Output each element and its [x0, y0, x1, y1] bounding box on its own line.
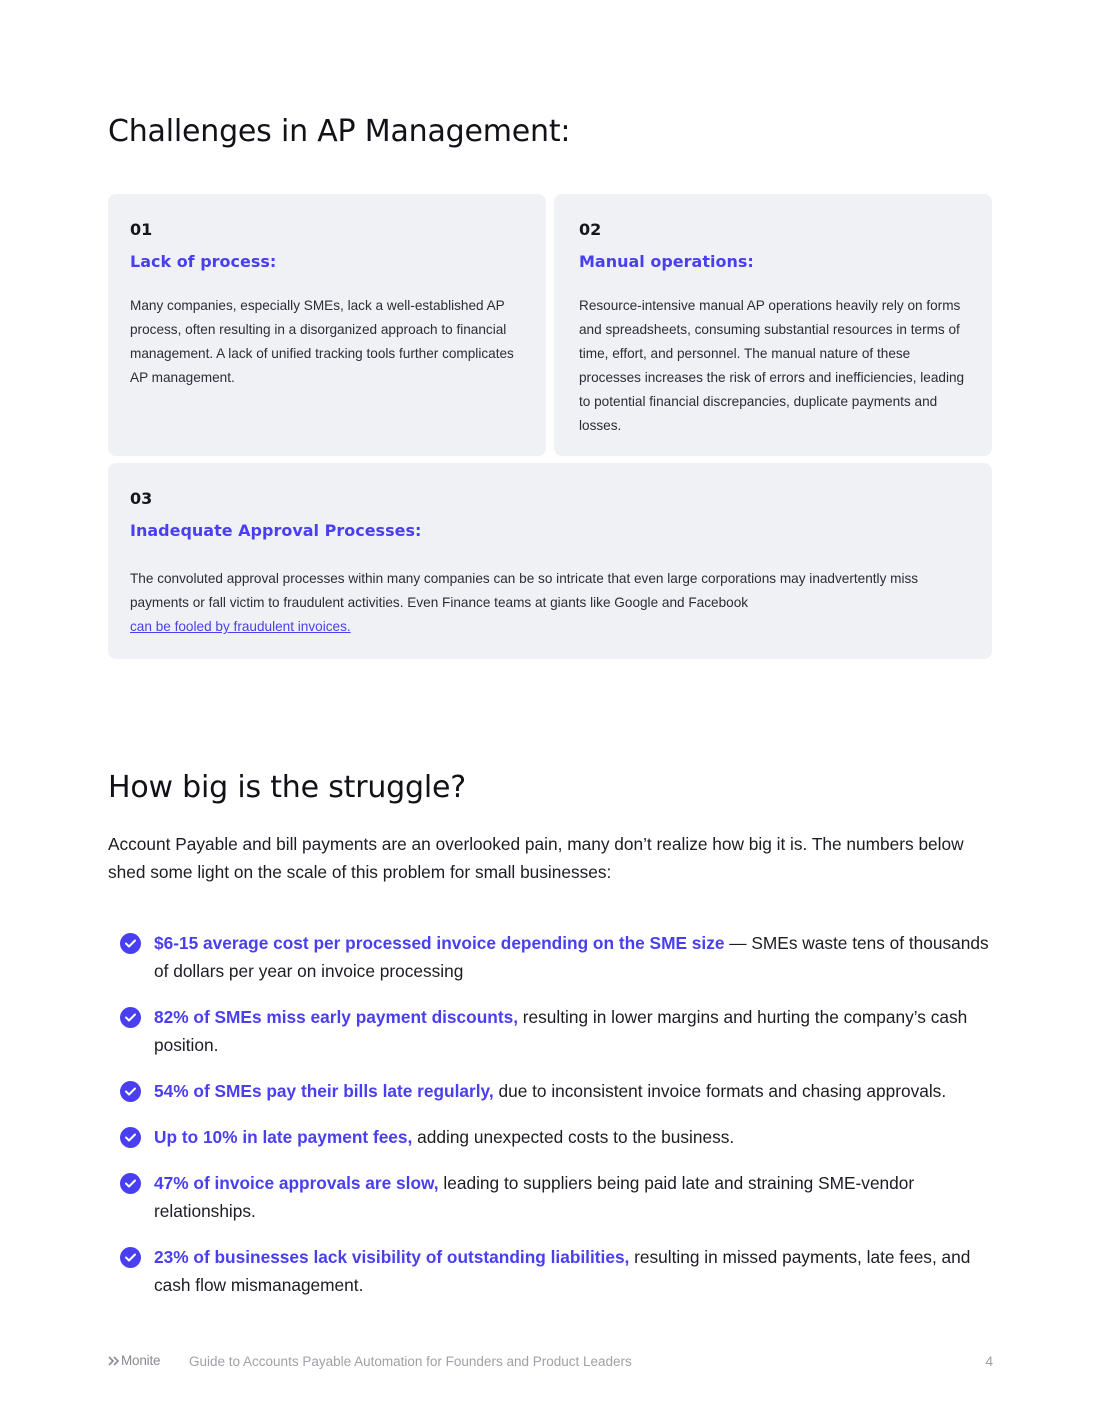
check-circle-icon [120, 1173, 141, 1194]
stat-text: resulting in missed payments, late fees, and cash flow mismanagement. [154, 1247, 971, 1295]
stat-item [120, 1123, 1000, 1151]
stat-highlight: 47% of invoice approvals are slow, [154, 1173, 439, 1193]
stat-text: leading to suppliers being paid late and straining SME-vendor relationships. [154, 1173, 915, 1221]
stat-item [120, 1077, 1000, 1105]
stat-item [120, 1243, 1000, 1299]
section-title-challenges: Challenges in AP Management: [108, 114, 571, 149]
stat-highlight: Up to 10% in late payment fees, [154, 1127, 413, 1147]
card-number: 02 [579, 220, 602, 239]
card-body: Resource-intensive manual AP operations heavily rely on forms and spreadsheets, consuming substantial resources in terms of time, effort, and personnel. The manual nature of these processes increases the risk of errors and inefficiencies, leading to potential financial discrepancies, duplicate payments and losses. [579, 298, 965, 433]
double-chevron-icon [108, 1356, 120, 1366]
section-title-struggle: How big is the struggle? [108, 770, 466, 805]
check-circle-icon [120, 1247, 141, 1268]
card-body-wrapper [130, 567, 970, 639]
card-title: Manual operations: [579, 252, 754, 271]
stat-text: — SMEs waste tens of thousands of dollars per year on invoice processing [154, 933, 989, 981]
card-title: Inadequate Approval Processes: [130, 521, 422, 540]
challenge-card-manual-operations [554, 194, 992, 456]
stat-highlight: 82% of SMEs miss early payment discounts, [154, 1007, 518, 1027]
card-title: Lack of process: [130, 252, 277, 271]
fraudulent-invoices-link[interactable]: can be fooled by fraudulent invoices. [130, 619, 351, 634]
stat-highlight: $6-15 average cost per processed invoice depending on the SME size [154, 933, 725, 953]
struggle-intro: Account Payable and bill payments are an overlooked pain, many don’t realize how big it is. The numbers below shed some light on the scale of this problem for small businesses: [108, 834, 964, 882]
check-circle-icon [120, 1081, 141, 1102]
page-number: 4 [985, 1354, 993, 1369]
challenge-card-lack-of-process [108, 194, 546, 456]
footer-title: Guide to Accounts Payable Automation for Founders and Product Leaders [189, 1354, 632, 1369]
stat-highlight: 54% of SMEs pay their bills late regularly, [154, 1081, 494, 1101]
card-number: 01 [130, 220, 153, 239]
stat-item [120, 1003, 1000, 1059]
stat-text: due to inconsistent invoice formats and chasing approvals. [493, 1081, 947, 1101]
check-circle-icon [120, 1007, 141, 1028]
stat-text: adding unexpected costs to the business. [412, 1127, 735, 1147]
card-body: Many companies, especially SMEs, lack a well-established AP process, often resulting in a disorganized approach to financial management. A lack of unified tracking tools further complicates AP management. [130, 298, 514, 385]
stat-item [120, 1169, 1000, 1225]
card-number: 03 [130, 489, 153, 508]
monite-logo [108, 1353, 160, 1368]
check-circle-icon [120, 933, 141, 954]
logo-text: Monite [121, 1353, 161, 1368]
card-body: The convoluted approval processes within many companies can be so intricate that even large corporations may inadvertently miss payments or fall victim to fraudulent activities. Even Finance teams at giants like Google and Facebook [130, 571, 919, 610]
challenge-card-approval-processes [108, 463, 992, 659]
stat-highlight: 23% of businesses lack visibility of outstanding liabilities, [154, 1247, 630, 1267]
stat-text: resulting in lower margins and hurting the company’s cash position. [154, 1007, 968, 1055]
check-circle-icon [120, 1127, 141, 1148]
page-footer [108, 1353, 993, 1373]
stats-list [120, 929, 1000, 1317]
stat-item [120, 929, 1000, 985]
